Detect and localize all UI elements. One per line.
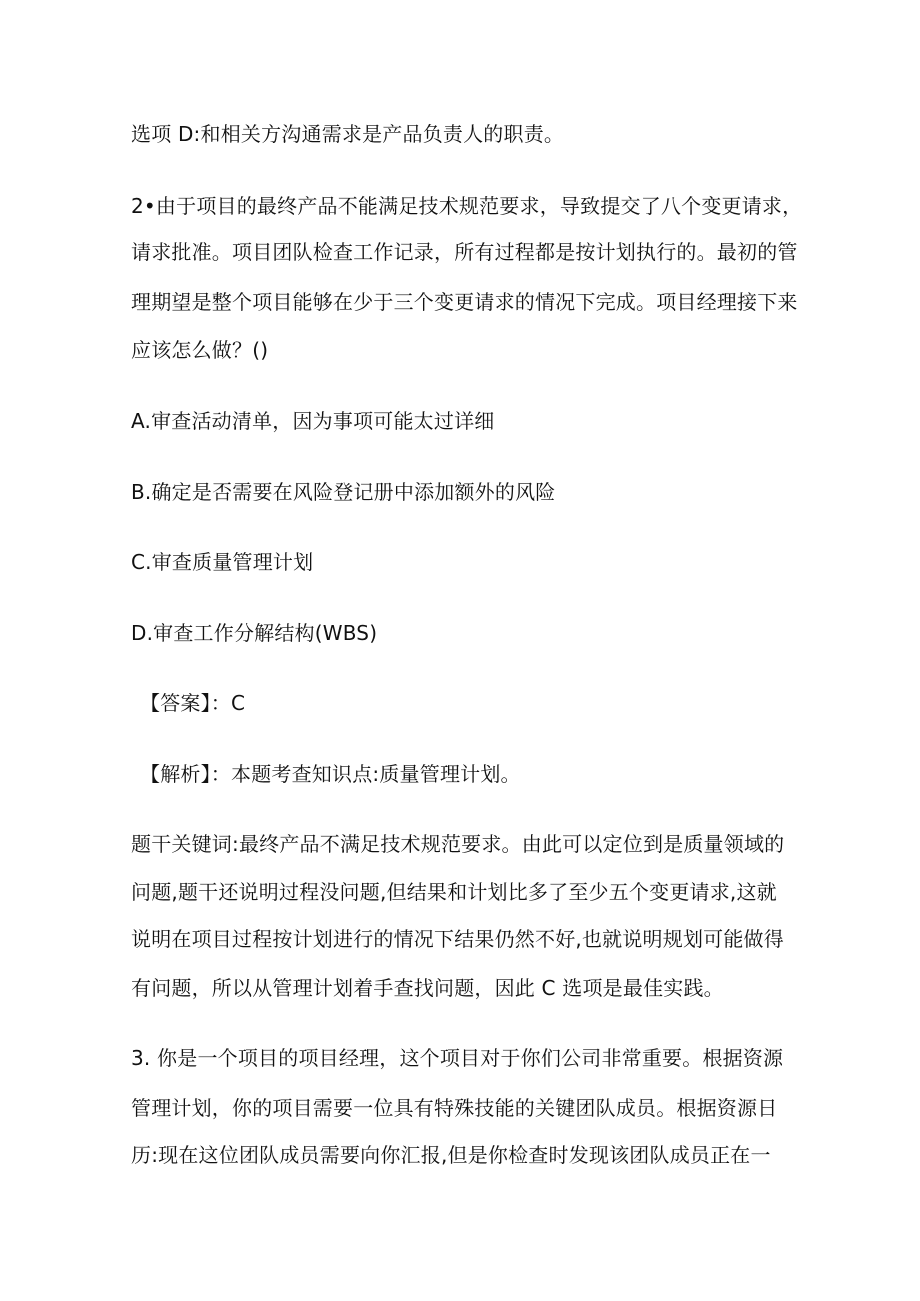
option-d: D.审查工作分解结构(WBS) [131,621,378,645]
analysis-line-1: 题干关键词:最终产品不满足技术规范要求。由此可以定位到是质量领域的 [131,832,785,856]
analysis-line-4: 有问题，所以从管理计划着手查找问题，因此 C 选项是最佳实践。 [131,976,724,1000]
answer: 【答案】：C [140,691,246,715]
option-b: B.确定是否需要在风险登记册中添加额外的风险 [131,480,556,504]
analysis-title: 【解析】：本题考查知识点:质量管理计划。 [140,762,521,786]
question-2-line-1: 2•由于项目的最终产品不能满足技术规范要求，导致提交了八个变更请求， [131,194,803,218]
question-3-line-2: 管理计划，你的项目需要一位具有特殊技能的关键团队成员。根据资源日 [131,1096,778,1120]
question-3-line-1: 3. 你是一个项目的项目经理，这个项目对于你们公司非常重要。根据资源 [131,1046,784,1070]
analysis-line-3: 说明在项目过程按计划进行的情况下结果仍然不好,也就说明规划可能做得 [131,927,784,951]
option-d-explanation: 选项 D:和相关方沟通需求是产品负责人的职责。 [131,122,565,146]
question-2-line-2: 请求批准。项目团队检查工作记录，所有过程都是按计划执行的。最初的管 [131,240,798,264]
option-a: A.审查活动清单，因为事项可能太过详细 [131,409,495,433]
option-c: C.审查质量管理计划 [131,550,314,574]
analysis-line-2: 问题,题干还说明过程没问题,但结果和计划比多了至少五个变更请求,这就 [131,880,777,904]
question-2-line-3: 理期望是整个项目能够在少于三个变更请求的情况下完成。项目经理接下来 [131,290,798,314]
question-3-line-3: 历:现在这位团队成员需要向你汇报,但是你检查时发现该团队成员正在一 [131,1143,771,1167]
question-2-line-4: 应该怎么做？() [131,338,269,362]
